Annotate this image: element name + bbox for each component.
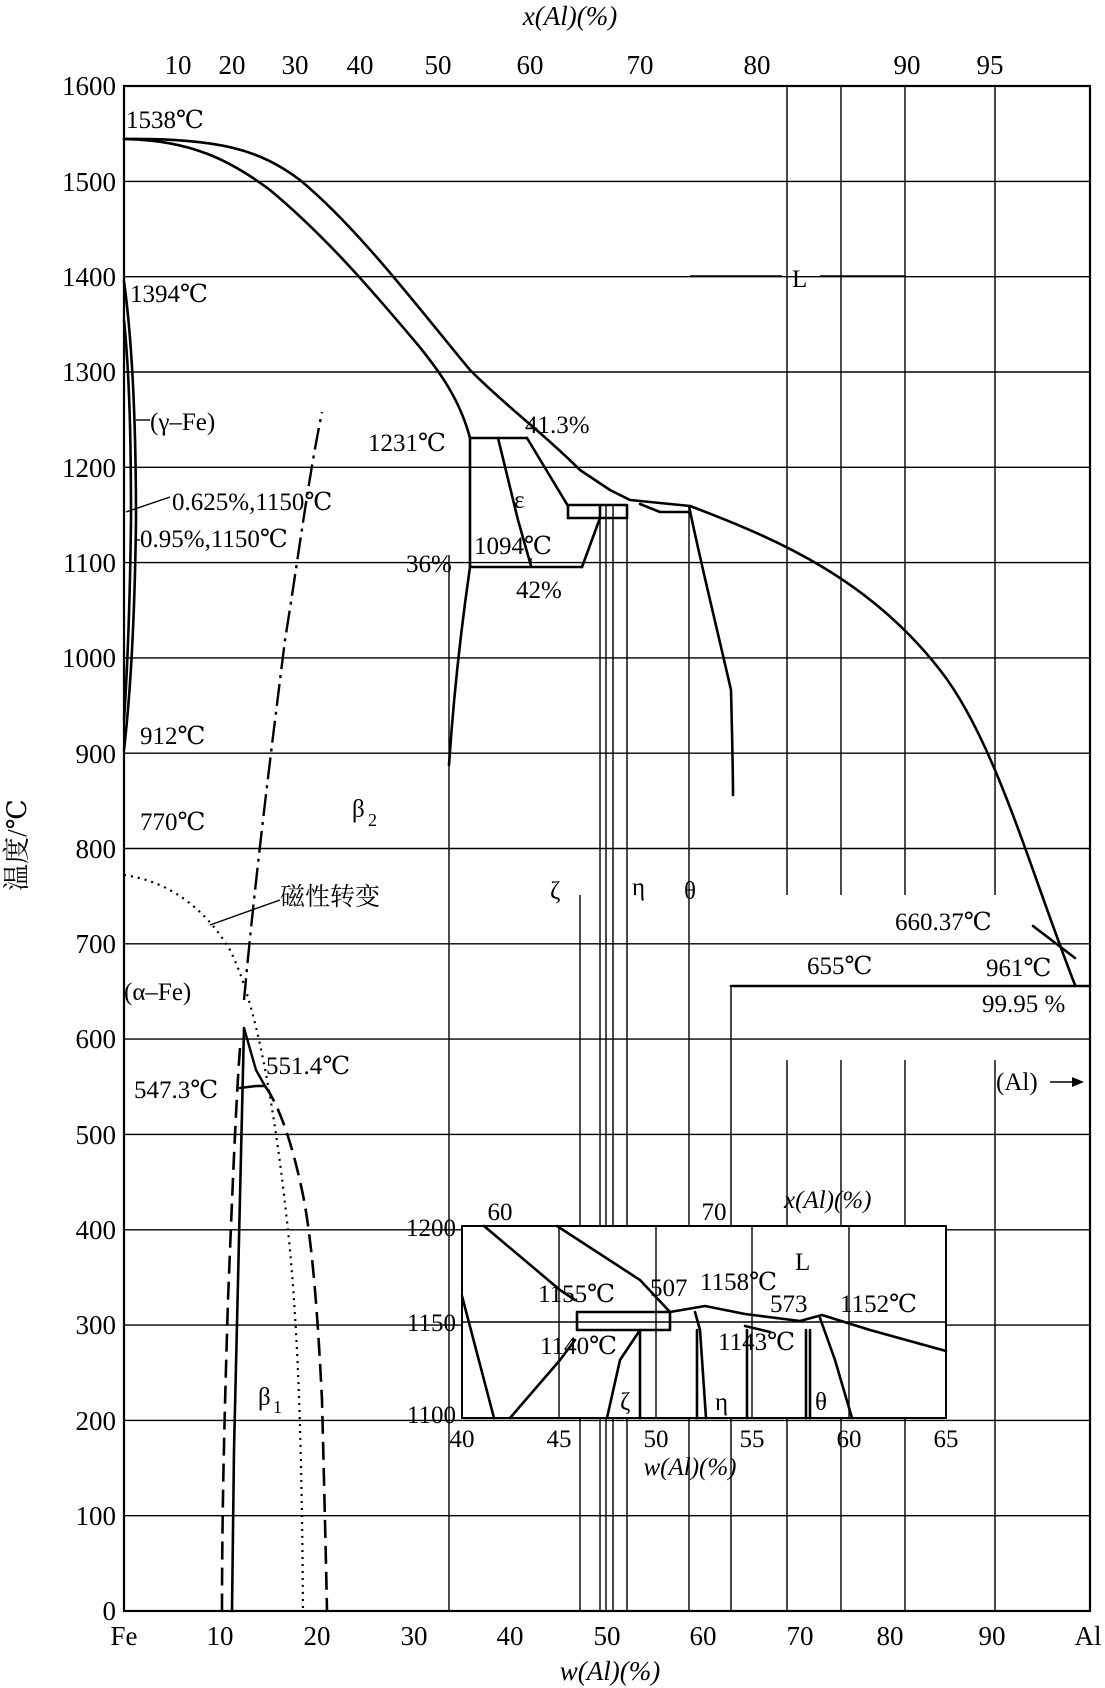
label-1538: 1538℃	[126, 107, 204, 134]
inset-label-l: L	[795, 1249, 811, 1276]
label-912: 912℃	[140, 723, 206, 750]
inset-top-title: x(Al)(%)	[784, 1187, 872, 1214]
label-5514: 551.4℃	[266, 1053, 351, 1080]
inset-bottom-title: w(Al)(%)	[643, 1454, 737, 1481]
bottom-tick-40: 40	[496, 1621, 524, 1651]
bottom-tick-70: 70	[786, 1621, 814, 1651]
zeta-box	[568, 505, 627, 518]
top-tick-60: 60	[516, 50, 544, 80]
left-tick-1100: 1100	[63, 548, 116, 578]
left-tick-1200: 1200	[62, 453, 116, 483]
inset-label-1158: 1158℃	[700, 1269, 778, 1296]
label-655: 655℃	[807, 953, 873, 980]
g0625-leader	[126, 497, 170, 512]
left-tick-1500: 1500	[62, 167, 116, 197]
inset-label-eta: η	[715, 1389, 729, 1416]
left-tick-1600: 1600	[62, 71, 116, 101]
left-tick-600: 600	[75, 1024, 116, 1054]
al-arrow-head	[1072, 1077, 1084, 1087]
beta1-left	[232, 1028, 244, 1611]
bottom-tick-50: 50	[593, 1621, 621, 1651]
inset-bottom-tick-40: 40	[449, 1426, 475, 1453]
label-42: 42%	[516, 577, 562, 604]
inset-label-1143: 1143℃	[718, 1329, 796, 1356]
label-5473: 547.3℃	[134, 1077, 219, 1104]
top-tick-70: 70	[626, 50, 654, 80]
bottom-axis-title: w(Al)(%)	[559, 1656, 661, 1686]
label-al-solid: (Al)	[996, 1069, 1038, 1096]
zeta-left	[582, 505, 600, 567]
label-magnetic: 磁性转变	[280, 884, 381, 911]
inset-bottom-ticks	[450, 1426, 959, 1453]
top-tick-20: 20	[218, 50, 246, 80]
inset-left-tick-1150: 1150	[406, 1310, 456, 1337]
top-tick-50: 50	[424, 50, 452, 80]
label-eta: η	[632, 874, 646, 901]
label-beta2-sub: 2	[368, 810, 377, 830]
inset-label-theta: θ	[815, 1389, 827, 1416]
inset-left-tick-1200: 1200	[406, 1215, 456, 1242]
top-tick-80: 80	[743, 50, 771, 80]
left-tick-1400: 1400	[62, 262, 116, 292]
label-beta2: β	[352, 796, 365, 823]
inset-bottom-tick-60: 60	[836, 1426, 862, 1453]
bottom-tick-10: 10	[206, 1621, 234, 1651]
inset-bottom-tick-65: 65	[933, 1426, 959, 1453]
inset-label-1155: 1155℃	[538, 1281, 616, 1308]
top-tick-labels	[165, 50, 1004, 80]
bottom-tick-30: 30	[400, 1621, 428, 1651]
inset-label-507: 507	[650, 1275, 688, 1302]
bottom-tick-labels	[111, 1621, 1102, 1651]
label-beta1: β	[258, 1384, 271, 1411]
left-tick-800: 800	[75, 834, 116, 864]
left-tick-200: 200	[75, 1406, 116, 1436]
magnetic-leader	[210, 900, 280, 925]
inset-bottom-tick-50: 50	[643, 1426, 669, 1453]
label-413: 41.3%	[525, 412, 590, 439]
label-gamma-fe: (γ–Fe)	[150, 409, 216, 436]
left-tick-900: 900	[75, 739, 116, 769]
inset	[406, 1187, 959, 1481]
label-beta1-sub: 1	[273, 1397, 282, 1417]
top-tick-95: 95	[976, 50, 1004, 80]
inset-label-573: 573	[770, 1291, 808, 1318]
theta-left	[689, 506, 733, 795]
inset-left-tick-1100: 1100	[406, 1402, 456, 1429]
inset-label-1140: 1140℃	[540, 1333, 618, 1360]
inset-label-zeta: ζ	[620, 1389, 631, 1416]
label-1231: 1231℃	[368, 430, 446, 457]
label-770: 770℃	[140, 809, 206, 836]
top-tick-90: 90	[893, 50, 921, 80]
label-36: 36%	[406, 551, 452, 578]
epsilon-right	[527, 438, 568, 506]
inset-label-1152: 1152℃	[840, 1291, 918, 1318]
label-theta: θ	[684, 878, 696, 905]
left-tick-1300: 1300	[62, 357, 116, 387]
bottom-tick-fe: Fe	[110, 1621, 138, 1651]
bottom-tick-80: 80	[876, 1621, 904, 1651]
label-liquid: L	[792, 266, 808, 293]
bottom-tick-60: 60	[689, 1621, 717, 1651]
left-tick-0: 0	[102, 1596, 116, 1626]
left-tick-labels	[62, 71, 116, 1626]
line-5473	[240, 1086, 265, 1088]
label-1394: 1394℃	[130, 281, 208, 308]
top-tick-30: 30	[281, 50, 309, 80]
label-961: 961℃	[986, 955, 1052, 982]
inset-bottom-tick-55: 55	[739, 1426, 765, 1453]
label-9995: 99.95 %	[982, 991, 1066, 1018]
left-tick-500: 500	[75, 1120, 116, 1150]
top-tick-40: 40	[346, 50, 374, 80]
annotations	[124, 107, 1065, 1417]
label-1094: 1094℃	[474, 533, 552, 560]
inset-bottom-tick-45: 45	[546, 1426, 572, 1453]
inset-top-tick-70: 70	[701, 1199, 727, 1226]
bottom-tick-90: 90	[978, 1621, 1006, 1651]
bottom-tick-al: Al	[1074, 1621, 1102, 1651]
top-axis-title: x(Al)(%)	[522, 1, 618, 31]
gamma-boundary-low	[449, 567, 470, 765]
label-alpha-fe: (α–Fe)	[124, 979, 192, 1006]
inset-top-tick-60: 60	[487, 1199, 513, 1226]
label-095: 0.95%,1150℃	[140, 526, 288, 553]
label-0625: 0.625%,1150℃	[172, 489, 333, 516]
label-zeta: ζ	[550, 878, 561, 905]
label-epsilon: ε	[514, 487, 525, 514]
top-tick-10: 10	[164, 50, 192, 80]
left-axis-title: 温度/℃	[2, 799, 32, 891]
left-tick-100: 100	[75, 1501, 116, 1531]
label-66037: 660.37℃	[895, 909, 992, 936]
bottom-tick-20: 20	[303, 1621, 331, 1651]
left-tick-300: 300	[75, 1310, 116, 1340]
left-tick-700: 700	[75, 929, 116, 959]
left-tick-400: 400	[75, 1215, 116, 1245]
left-tick-1000: 1000	[62, 643, 116, 673]
